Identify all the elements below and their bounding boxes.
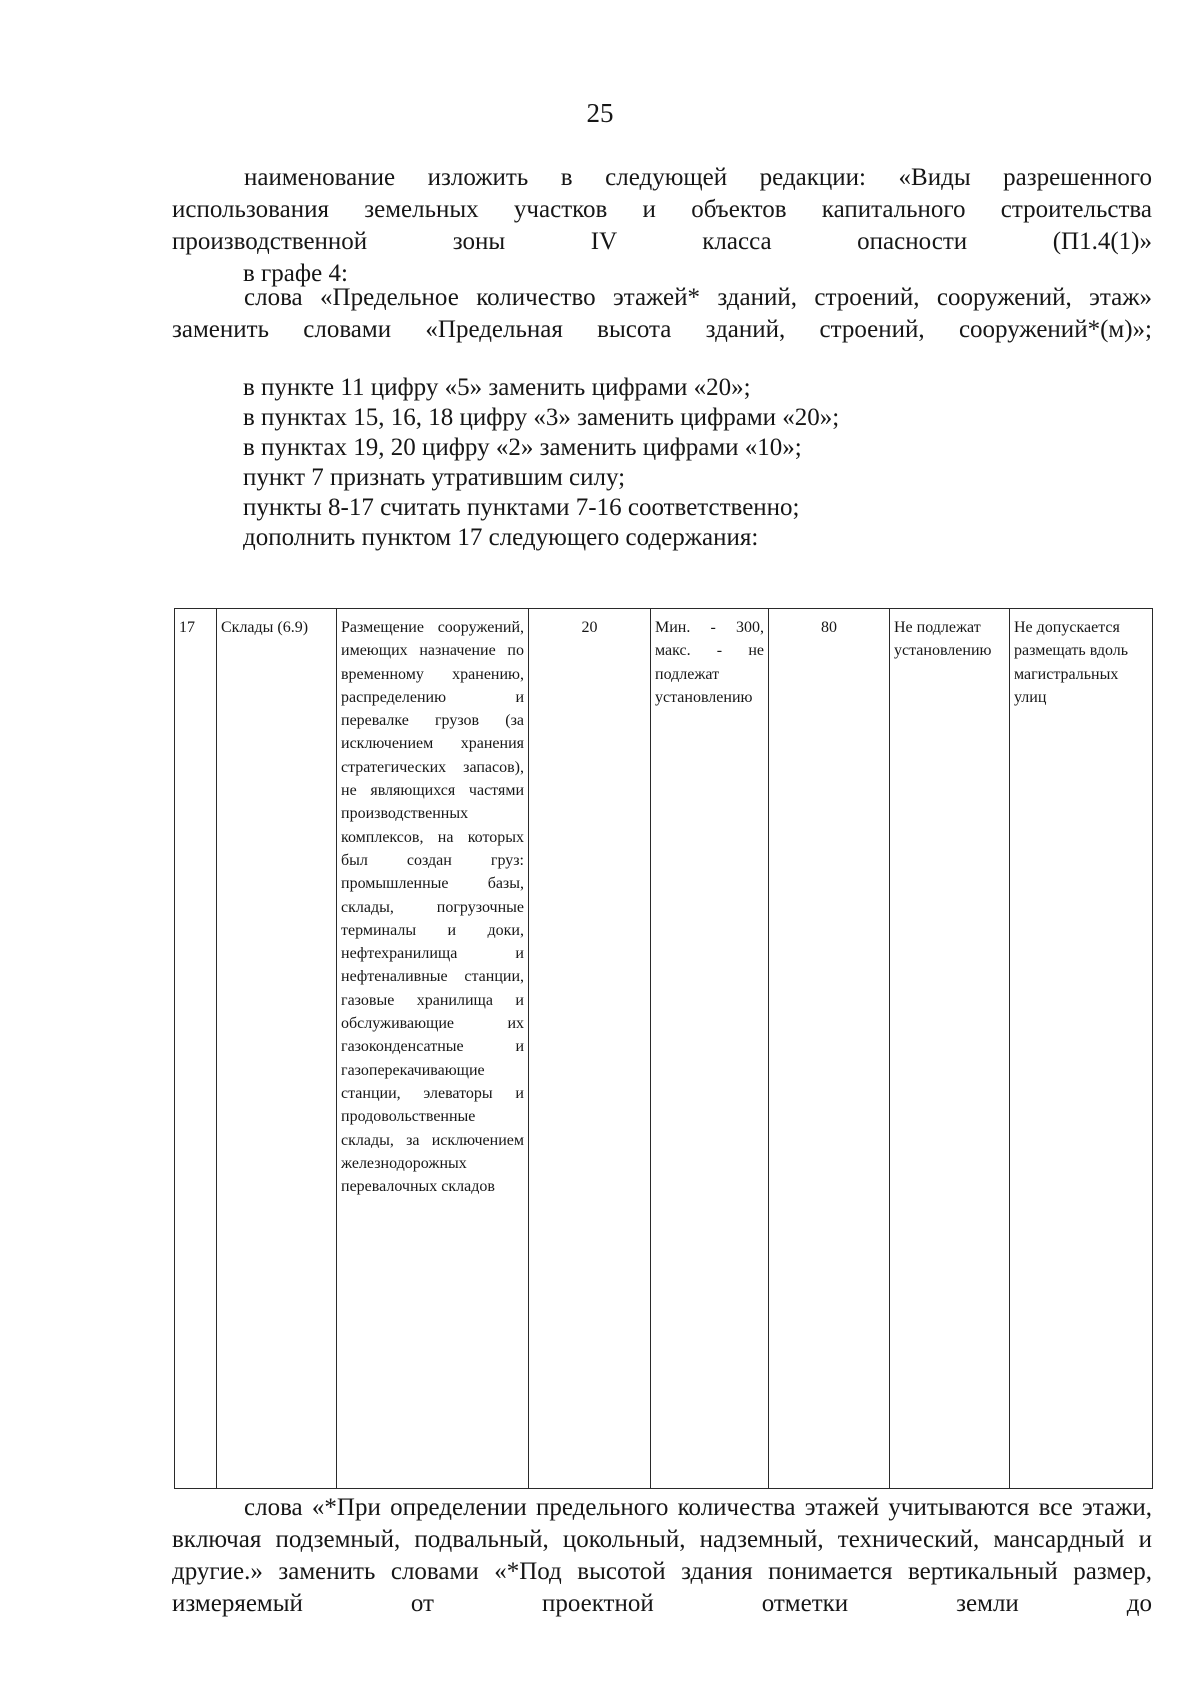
item-11-instruction: в пункте 11 цифру «5» заменить цифрами «20»; — [243, 374, 751, 401]
table-row — [175, 609, 1153, 1489]
use-description-cell: Размещение сооружений, имеющих назначение по временному хранению, распределению и перевалке грузов (за исключением хранения стратегических запасов), не являющихся частями производственных комплексов, на которых был создан груз: промышленные базы, склады, погрузочные терминалы и доки, нефтехранилища и нефтеналивные станции, газовые хранилища и обслуживающие их газоконденсатные и газоперекачивающие станции, элеваторы и продовольственные склады, за исключением железнодорожных перевалочных складов — [337, 609, 529, 1489]
page-number: 25 — [586, 98, 614, 128]
intro-paragraph: наименование изложить в следующей редакции: «Виды разрешенного использования земельных участков и объектов капитального строительства производственной зоны IV класса опасности (П1.4(1)» — [172, 164, 1152, 255]
items-19-20-instruction: в пунктах 19, 20 цифру «2» заменить цифрами «10»; — [243, 434, 802, 461]
add-item-17-instruction: дополнить пунктом 17 следующего содержания: — [243, 524, 759, 551]
plot-area-cell: Мин. - 300, макс. - не подлежат установлению — [651, 609, 769, 1489]
graph-4-line: в графе 4: — [243, 260, 348, 287]
row-number-cell: 17 — [175, 609, 217, 1489]
restriction-cell: Не допускается размещать вдоль магистральных улиц — [1010, 609, 1153, 1489]
coverage-percent-cell: 80 — [769, 609, 890, 1489]
closing-paragraph: слова «*При определении предельного количества этажей учитываются все этажи, включая подземный, подвальный, цокольный, надземный, технический, мансардный и другие.» заменить словами «*Под высотой здания понимается вертикальный размер, измеряемый от проектной отметки земли до — [172, 1494, 1152, 1617]
use-name-cell: Склады (6.9) — [217, 609, 337, 1489]
item-7-instruction: пункт 7 признать утратившим силу; — [243, 464, 626, 491]
items-15-16-18-instruction: в пунктах 15, 16, 18 цифру «3» заменить цифрами «20»; — [243, 404, 840, 431]
words-replacement-paragraph: слова «Предельное количество этажей* зданий, строений, сооружений, этаж» заменить словами «Предельная высота зданий, строений, сооружений*(м)»; — [172, 284, 1152, 343]
items-renumber-instruction: пункты 8-17 считать пунктами 7-16 соответственно; — [243, 494, 800, 521]
amendment-table — [174, 608, 1153, 1489]
max-height-cell: 20 — [529, 609, 651, 1489]
setback-cell: Не подлежат установлению — [890, 609, 1010, 1489]
